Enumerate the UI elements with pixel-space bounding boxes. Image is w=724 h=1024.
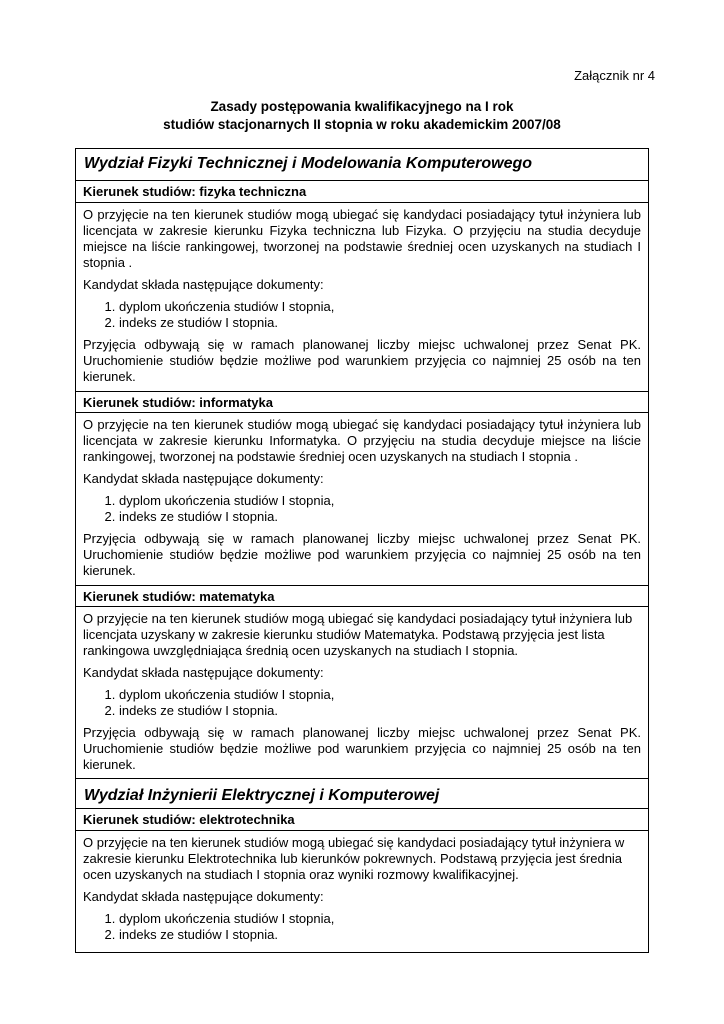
program-intro: O przyjęcie na ten kierunek studiów mogą ubiegać się kandydaci posiadający tytuł inżyniera w zakresie kierunku Elektrotechnika lub kierunków pokrewnych. Podstawą przyjęcia jest średnia ocen uzyskanych na studiach I stopnia oraz wyniki rozmowy kwalifikacyjnej. (83, 835, 625, 882)
document-title-line-2: studiów stacjonarnych II stopnia w roku akademickim 2007/08 (163, 117, 561, 132)
document-item: 2. indeks ze studiów I stopnia. (119, 509, 641, 525)
faculty-name: Wydział Fizyki Technicznej i Modelowania Komputerowego (76, 149, 648, 181)
faculty-section-physics (75, 148, 649, 779)
program-intro: O przyjęcie na ten kierunek studiów mogą ubiegać się kandydaci posiadający tytuł inżyniera lub licencjata uzyskany w zakresie kierunku studiów Matematyka. Podstawą przyjęcia jest lista rankingowa uwzględniająca średnią ocen uzyskanych na studiach I stopnia. (83, 611, 633, 658)
document-item: 1. dyplom ukończenia studiów I stopnia, (119, 911, 641, 927)
program-intro: O przyjęcie na ten kierunek studiów mogą ubiegać się kandydaci posiadający tytuł inżyniera lub licencjata w zakresie kierunku Informatyka. O przyjęciu na studia decyduje miejsce na liście rankingowej, tworzonej na podstawie średniej ocen uzyskanych na studiach I stopnia . (83, 417, 641, 464)
documents-label: Kandydat składa następujące dokumenty: (83, 889, 324, 904)
program-body-computer-science (76, 413, 648, 579)
documents-list (83, 493, 641, 525)
document-title-line-1: Zasady postępowania kwalifikacyjnego na I rok (210, 99, 514, 114)
program-header-computer-science: Kierunek studiów: informatyka (76, 391, 648, 413)
program-header-technical-physics: Kierunek studiów: fizyka techniczna (76, 181, 648, 203)
program-intro: O przyjęcie na ten kierunek studiów mogą ubiegać się kandydaci posiadający tytuł inżyniera lub licencjata w zakresie kierunku Fizyka techniczna lub Fizyka. O przyjęciu na studia decyduje miejsce na liście rankingowej, tworzonej na podstawie średniej ocen uzyskanych na studiach I stopnia . (83, 207, 641, 270)
program-body-electrical-engineering (76, 831, 648, 943)
program-outro: Przyjęcia odbywają się w ramach planowanej liczby miejsc uchwalonej przez Senat PK. Uruchomienie studiów będzie możliwe pod warunkiem przyjęcia co najmniej 25 osób na ten kierunek. (83, 531, 641, 578)
documents-list (83, 687, 641, 719)
document-item: 2. indeks ze studiów I stopnia. (119, 927, 641, 943)
documents-label: Kandydat składa następujące dokumenty: (83, 277, 324, 292)
document-item: 2. indeks ze studiów I stopnia. (119, 315, 641, 331)
program-body-technical-physics (76, 203, 648, 385)
program-header-mathematics: Kierunek studiów: matematyka (76, 585, 648, 607)
document-item: 1. dyplom ukończenia studiów I stopnia, (119, 493, 641, 509)
faculty-name: Wydział Inżynierii Elektrycznej i Komputerowej (76, 779, 648, 809)
program-outro: Przyjęcia odbywają się w ramach planowanej liczby miejsc uchwalonej przez Senat PK. Uruchomienie studiów będzie możliwe pod warunkiem przyjęcia co najmniej 25 osób na ten kierunek. (83, 337, 641, 384)
faculty-section-electrical (75, 778, 649, 953)
program-outro: Przyjęcia odbywają się w ramach planowanej liczby miejsc uchwalonej przez Senat PK. Uruchomienie studiów będzie możliwe pod warunkiem przyjęcia co najmniej 25 osób na ten kierunek. (83, 725, 641, 772)
document-item: 1. dyplom ukończenia studiów I stopnia, (119, 299, 641, 315)
program-header-electrical-engineering: Kierunek studiów: elektrotechnika (76, 809, 648, 831)
documents-label: Kandydat składa następujące dokumenty: (83, 471, 324, 486)
document-item: 2. indeks ze studiów I stopnia. (119, 703, 641, 719)
documents-list (83, 911, 641, 943)
program-body-mathematics (76, 607, 648, 773)
documents-label: Kandydat składa następujące dokumenty: (83, 665, 324, 680)
annex-label: Załącznik nr 4 (574, 68, 655, 83)
documents-list (83, 299, 641, 331)
document-item: 1. dyplom ukończenia studiów I stopnia, (119, 687, 641, 703)
